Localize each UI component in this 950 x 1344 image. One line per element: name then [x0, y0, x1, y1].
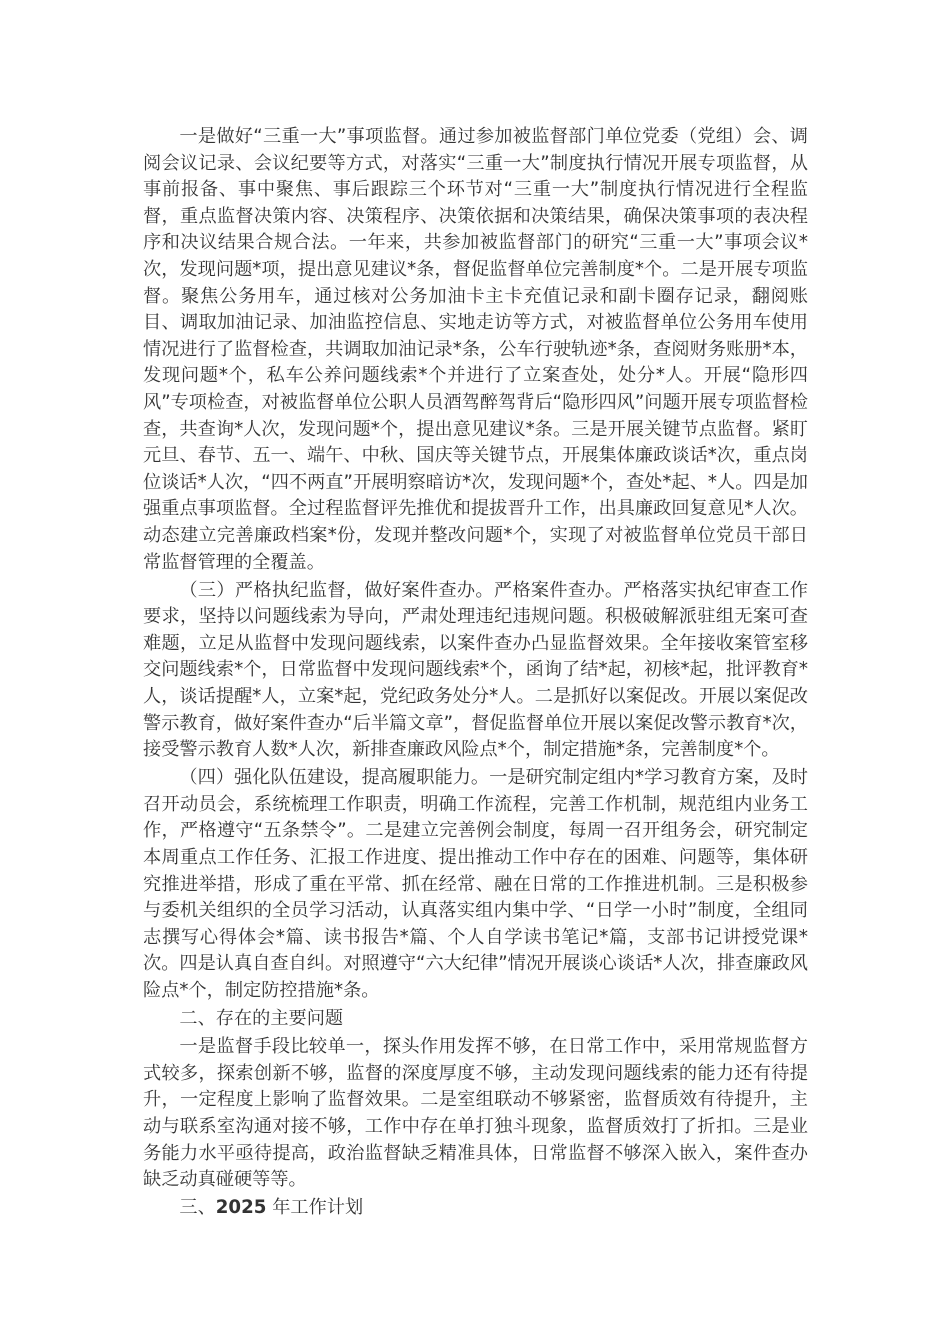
- paragraph-team-building: （四）强化队伍建设，提高履职能力。一是研究制定组内*学习教育方案，及时召开动员会，系统梳理工作职责，明确工作流程，完善工作机制，规范组内业务工作，严格遵守“五条禁令”。二是建立完善例会制度，每周一召开组务会，研究制定本周重点工作任务、汇报工作进度、提出推动工作中存在的困难、问题等，集体研究推进举措，形成了重在平常、抓在经常、融在日常的工作推进机制。三是积极参与委机关组织的全员学习活动，认真落实组内集中学、“日学一小时”制度，全组同志撰写心得体会*篇、读书报告*篇、个人自学读书笔记*篇，支部书记讲授党课*次。四是认真自查自纠。对照遵守“六大纪律”情况开展谈心谈话*人次，排查廉政风险点*个，制定防控措施*条。: [143, 767, 808, 1001]
- section-heading-problems: 二、存在的主要问题: [179, 1008, 344, 1030]
- paragraph-case-handling: （三）严格执纪监督，做好案件查办。严格案件查办。严格落实执纪审查工作要求，坚持以问题线索为导向，严肃处理违纪违规问题。积极破解派驻组无案可查难题，立足从监督中发现问题线索，以案件查办凸显监督效果。全年接收案管室移交问题线索*个，日常监督中发现问题线索*个，函询了结*起，初核*起，批评教育*人，谈话提醒*人，立案*起，党纪政务处分*人。二是抓好以案促改。开展以案促改警示教育，做好案件查办“后半篇文章”，督促监督单位开展以案促改警示教育*次，接受警示教育人数*人次，新排查廉政风险点*个，制定措施*条，完善制度*个。: [143, 579, 808, 761]
- heading-suffix: 年工作计划: [266, 1197, 364, 1219]
- document-page: [143, 124, 808, 1223]
- heading-prefix: 三、: [179, 1197, 216, 1219]
- heading-year: 2025: [215, 1197, 267, 1219]
- paragraph-supervision-items: 一是做好“三重一大”事项监督。通过参加被监督部门单位党委（党组）会、调阅会议记录、会议纪要等方式，对落实“三重一大”制度执行情况开展专项监督，从事前报备、事中聚焦、事后跟踪三个环节对“三重一大”制度执行情况进行全程监督，重点监督决策内容、决策程序、决策依据和决策结果，确保决策事项的表决程序和决议结果合规合法。一年来，共参加被监督部门的研究“三重一大”事项会议*次，发现问题*项，提出意见建议*条，督促监督单位完善制度*个。二是开展专项监督。聚焦公务用车，通过核对公务加油卡主卡充值记录和副卡圈存记录，翻阅账目、调取加油记录、加油监控信息、实地走访等方式，对被监督单位公务用车使用情况进行了监督检查，共调取加油记录*条，公车行驶轨迹*条，查阅财务账册*本，发现问题*个，私车公养问题线索*个并进行了立案查处，处分*人。开展“隐形四风”专项检查，对被监督单位公职人员酒驾醉驾背后“隐形四风”问题开展专项监督检查，共查询*人次，发现问题*个，提出意见建议*条。三是开展关键节点监督。紧盯元旦、春节、五一、端午、中秋、国庆等关键节点，开展集体廉政谈话*次，重点岗位谈话*人次，“四不两直”开展明察暗访*次，发现问题*个，查处*起、*人。四是加强重点事项监督。全过程监督评先推优和提拔晋升工作，出具廉政回复意见*人次。动态建立完善廉政档案*份，发现并整改问题*个，实现了对被监督单位党员干部日常监督管理的全覆盖。: [143, 126, 808, 573]
- section-heading-work-plan: [143, 1195, 808, 1222]
- paragraph-problems: 一是监督手段比较单一，探头作用发挥不够，在日常工作中，采用常规监督方式较多，探索创新不够，监督的深度厚度不够，主动发现问题线索的能力还有待提升，一定程度上影响了监督效果。二是室组联动不够紧密，监督质效有待提升，主动与联系室沟通对接不够，工作中存在单打独斗现象，监督质效打了折扣。三是业务能力水平亟待提高，政治监督缺乏精准具体，日常监督不够深入嵌入，案件查办缺乏动真碰硬等等。: [143, 1036, 808, 1191]
